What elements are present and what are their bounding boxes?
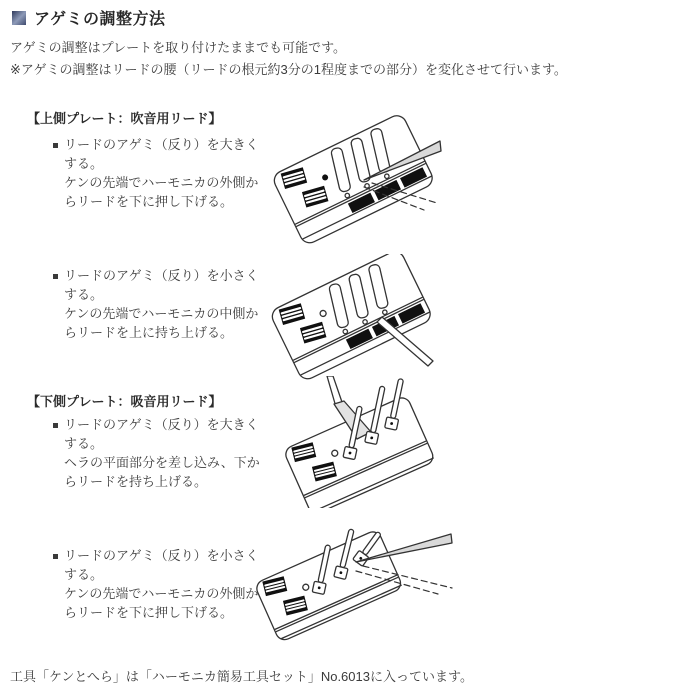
page-title: アゲミの調整方法 [34,11,166,28]
bullet-line: リードのアゲミ（反り）を小さく [64,548,259,563]
bullet-line: ケンの先端でハーモニカの外側か [64,175,259,190]
harmonica-body [248,526,406,642]
bullet-square-icon [53,274,58,279]
bullet-line: する。 [64,156,104,171]
illustration-top-plate-lift-up [261,254,436,384]
bullet-line: ケンの先端でハーモニカの外側か [64,586,259,601]
bullet-line: リードのアゲミ（反り）を大きく [64,417,259,432]
bullet-line: する。 [64,567,104,582]
heading-lower-plate: 【下側プレート：吸音用リード】 [27,394,222,409]
heading-upper-plate: 【上側プレート：吹音用リード】 [27,111,222,126]
bullet-square-icon [53,143,58,148]
bullet-line: らリードを下に押し下げる。 [64,605,234,620]
bullet-line: リードのアゲミ（反り）を大きく [64,137,259,152]
bullet-line: する。 [64,436,104,451]
harmonica-body [271,112,436,246]
illustration-top-plate-press-down [263,106,443,248]
bullet-line: リードのアゲミ（反り）を小さく [64,268,259,283]
bullet-line: らリードを下に押し下げる。 [64,194,234,209]
bullet-item [64,266,259,342]
illustration-bottom-plate-lift-up [275,376,450,508]
bullet-square-icon [53,554,58,559]
bullet-line: ヘラの平面部分を差し込み、下か [64,455,260,470]
illustration-bottom-plate-press-down [248,526,458,648]
intro-line-2: ※アゲミの調整はリードの腰（リードの根元約3分の1程度までの部分）を変化させて行います。 [10,62,567,77]
bullet-item [64,415,260,491]
bullet-square-icon [53,423,58,428]
section-square-icon [12,11,26,25]
bullet-line: ケンの先端でハーモニカの中側か [64,306,259,321]
page-title-row [12,6,166,29]
bullet-item [64,546,259,622]
intro-line-1: アゲミの調整はプレートを取り付けたままでも可能です。 [10,40,347,55]
bullet-line: らリードを持ち上げる。 [64,474,208,489]
bullet-item [64,135,259,211]
tool-note: 工具「ケンとへら」は「ハーモニカ簡易工具セット」No.6013に入っています。 [10,669,473,684]
bullet-line: する。 [64,287,104,302]
bullet-line: らリードを上に持ち上げる。 [64,325,234,340]
harmonica-body [269,254,434,382]
